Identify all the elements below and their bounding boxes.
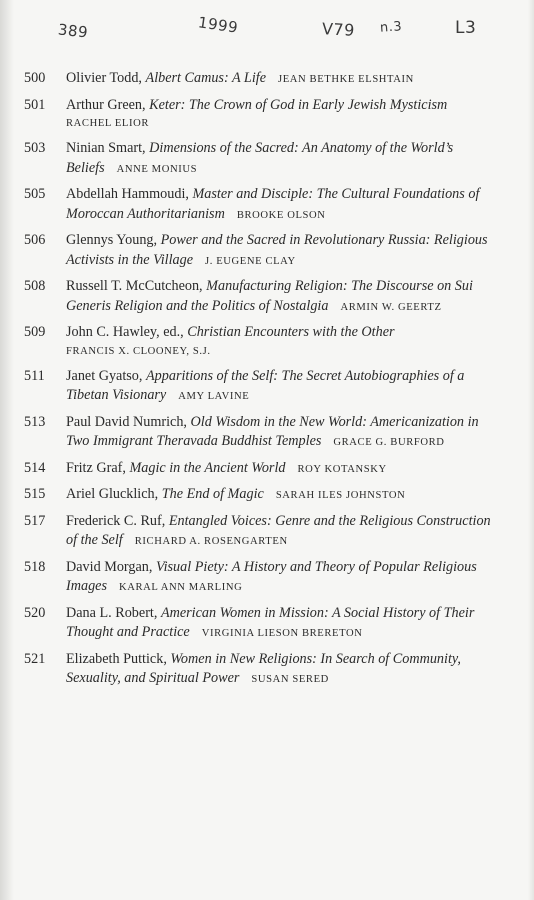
book-author: Abdellah Hammoudi, [66, 186, 193, 202]
page-number: 508 [24, 278, 46, 294]
book-author: Ariel Glucklich, [66, 486, 162, 502]
book-title: Old Wisdom in the New World: Americanization in Two Immigrant Theravada Buddhist Temples [66, 413, 479, 449]
review-entry [24, 604, 502, 644]
review-entry [24, 367, 502, 407]
review-entry [24, 96, 502, 134]
review-entry [24, 558, 502, 598]
review-entry [24, 185, 502, 225]
page-number: 509 [24, 324, 46, 340]
book-title: Women in New Religions: In Search of Community, Sexuality, and Spiritual Power [66, 650, 461, 686]
book-title: Christian Encounters with the Other [187, 324, 395, 340]
review-list [24, 69, 502, 696]
page-edge-shadow [0, 0, 14, 900]
entry-text [66, 558, 502, 598]
entry-text [66, 604, 502, 644]
book-title: Entangled Voices: Genre and the Religious Construction of the Self [66, 512, 491, 548]
reviewer-name: RICHARD A. ROSENGARTEN [134, 536, 288, 547]
book-title: Dimensions of the Sacred: An Anatomy of the World’s Beliefs [66, 140, 454, 176]
entry-text [66, 139, 502, 179]
book-author: Paul David Numrich, [66, 413, 191, 430]
book-title: Master and Disciple: The Cultural Foundations of Moroccan Authoritarianism [66, 186, 480, 222]
book-title: The End of Magic [161, 486, 264, 502]
entry-text [66, 231, 502, 271]
review-entry [24, 485, 502, 506]
handwritten-note: n.3 [379, 19, 403, 36]
book-author: John C. Hawley, ed., [66, 324, 188, 340]
review-entry [24, 323, 502, 361]
page-edge-shadow-right [528, 0, 534, 900]
book-title: Keter: The Crown of God in Early Jewish Mysticism [149, 96, 448, 113]
book-author: Janet Gyatso, [66, 367, 146, 384]
book-title: Magic in the Ancient World [129, 459, 286, 476]
reviewer-name: AMY LAVINE [178, 391, 250, 402]
reviewer-name: RACHEL ELIOR [66, 118, 150, 129]
reviewer-name: ROY KOTANSKY [297, 463, 387, 475]
page-number: 503 [24, 140, 46, 156]
reviewer-name: KARAL ANN MARLING [118, 582, 243, 593]
handwritten-note: V79 [321, 19, 356, 40]
reviewer-name: JEAN BETHKE ELSHTAIN [278, 74, 414, 85]
book-author: Ninian Smart, [66, 140, 150, 156]
book-author: Arthur Green, [66, 96, 150, 113]
book-author: Fritz Graf, [66, 459, 130, 476]
entry-text [66, 69, 502, 90]
reviewer-name: VIRGINIA LIESON BRERETON [201, 628, 363, 639]
book-author: Dana L. Robert, [66, 604, 161, 621]
entry-text [66, 485, 502, 506]
review-entry [24, 139, 502, 179]
book-author: Olivier Todd, [66, 70, 146, 86]
entry-text [66, 650, 502, 690]
reviewer-name: GRACE G. BURFORD [333, 437, 445, 448]
entry-text [66, 413, 502, 453]
reviewer-name: SARAH ILES JOHNSTON [275, 490, 406, 501]
entry-text [66, 367, 502, 407]
entry-text [66, 96, 502, 134]
entry-text [66, 185, 502, 225]
page-number: 511 [24, 367, 45, 384]
book-author: Frederick C. Ruf, [66, 512, 169, 529]
page-number: 518 [24, 558, 46, 575]
review-entry [24, 650, 502, 690]
entry-text [66, 323, 502, 361]
book-title: Albert Camus: A Life [145, 70, 266, 86]
entry-text [66, 459, 502, 480]
reviewer-name: SUSAN SERED [251, 674, 329, 685]
page-number: 513 [24, 413, 46, 430]
page-number: 514 [24, 459, 46, 476]
handwritten-note: L3 [455, 18, 477, 38]
book-author: David Morgan, [66, 558, 156, 575]
reviewer-name: ANNE MONIUS [116, 163, 198, 175]
page-number: 521 [24, 650, 46, 667]
book-author: Elizabeth Puttick, [66, 650, 171, 667]
handwritten-note: 1999 [196, 13, 240, 37]
book-title: American Women in Mission: A Social History of Their Thought and Practice [66, 604, 475, 640]
reviewer-name: J. EUGENE CLAY [205, 255, 296, 267]
book-title: Visual Piety: A History and Theory of Popular Religious Images [66, 558, 477, 594]
book-title: Apparitions of the Self: The Secret Autobiographies of a Tibetan Visionary [66, 367, 465, 403]
reviewer-name: BROOKE OLSON [236, 209, 326, 221]
entry-text [66, 512, 502, 552]
reviewer-name: ARMIN W. GEERTZ [340, 301, 442, 313]
reviewer-name: FRANCIS X. CLOONEY, S.J. [66, 345, 211, 357]
page-number: 500 [24, 70, 46, 86]
page-number: 501 [24, 96, 46, 113]
page-number: 505 [24, 186, 46, 202]
book-title: Power and the Sacred in Revolutionary Russia: Religious Activists in the Village [66, 232, 488, 268]
book-author: Glennys Young, [66, 232, 161, 248]
book-author: Russell T. McCutcheon, [66, 278, 207, 294]
handwritten-note: 389 [57, 20, 89, 42]
review-entry [24, 231, 502, 271]
review-entry [24, 459, 502, 480]
review-entry [24, 277, 502, 317]
page-number: 515 [24, 486, 46, 502]
review-entry [24, 512, 502, 552]
page-number: 520 [24, 604, 46, 621]
book-title: Manufacturing Religion: The Discourse on Sui Generis Religion and the Politics of Nostalgia [66, 278, 473, 314]
handwritten-annotations [0, 12, 534, 46]
entry-text [66, 277, 502, 317]
review-entry [24, 69, 502, 90]
page-number: 517 [24, 512, 46, 529]
page-number: 506 [24, 232, 46, 248]
review-entry [24, 413, 502, 453]
